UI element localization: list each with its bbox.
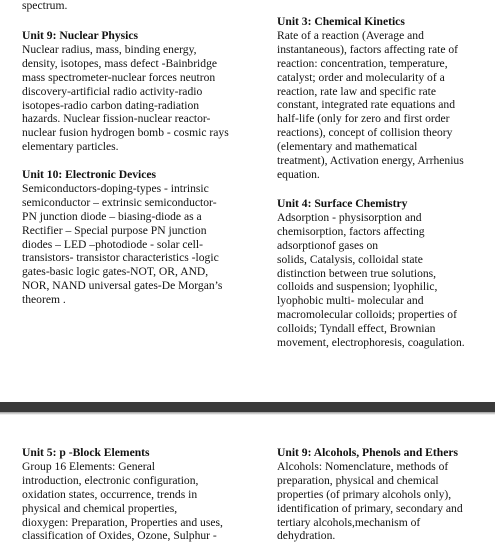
unit-heading: Unit 10: Electronic Devices: [22, 168, 157, 181]
body-line: colloids and suspension; lyophilic,: [277, 280, 438, 294]
body-line: instantaneous), factors affecting rate of: [277, 42, 459, 56]
body-line: oxidation states, occurrence, trends in: [22, 487, 198, 501]
body-line: Group 16 Elements: General: [22, 459, 155, 473]
body-line: Adsorption - physisorption and: [277, 210, 422, 224]
body-line: Rate of a reaction (Average and: [277, 28, 424, 42]
body-line: chemisorption, factors affecting: [277, 224, 425, 238]
body-line: equation.: [277, 167, 320, 181]
section-surface-chemistry: [277, 197, 492, 350]
body-line: NOR, NAND universal gates-De Morgan’s: [22, 279, 223, 293]
body-line: lyophobic multi- molecular and: [277, 294, 424, 308]
body-line: elementary particles.: [22, 140, 119, 154]
fragment-text: spectrum.: [22, 0, 68, 12]
section-p-block-elements: [22, 446, 238, 543]
body-line: properties (of primary alcohols only),: [277, 487, 452, 501]
body-line: transistors- transistor characteristics -logic: [22, 251, 219, 265]
body-line: isotopes-radio carbon dating-radiation: [22, 98, 200, 112]
body-line: PN junction diode – biasing-diode as a: [22, 209, 202, 223]
unit-body: [22, 460, 238, 543]
body-line: treatment), Activation energy, Arrhenius: [277, 154, 464, 168]
body-line: physical and chemical properties,: [22, 501, 178, 515]
unit-body: [22, 182, 238, 307]
unit-heading: Unit 5: p -Block Elements: [22, 446, 150, 459]
body-line: half-life (only for zero and first order: [277, 112, 450, 126]
body-line: preparation, physical and chemical: [277, 473, 439, 487]
body-line: discovery-artificial radio activity-radio: [22, 84, 203, 98]
body-line: classification of Oxides, Ozone, Sulphur -: [22, 529, 217, 543]
unit-heading: Unit 3: Chemical Kinetics: [277, 15, 405, 28]
unit-body: [277, 460, 492, 543]
body-line: Semiconductors-doping-types - intrinsic: [22, 181, 209, 195]
unit-body: [22, 43, 238, 154]
body-line: solids, Catalysis, colloidal state: [277, 252, 423, 266]
body-line: semiconductor – extrinsic semiconductor-: [22, 195, 217, 209]
body-line: reaction, rate law and specific rate: [277, 84, 437, 98]
body-line: density, isotopes, mass defect -Bainbridge: [22, 56, 218, 70]
body-line: movement, electrophoresis, coagulation.: [277, 336, 465, 350]
body-line: theorem .: [22, 293, 66, 307]
body-line: dehydration.: [277, 529, 336, 543]
body-line: Nuclear radius, mass, binding energy,: [22, 42, 197, 56]
unit-body: [277, 211, 492, 350]
body-line: identification of primary, secondary and: [277, 501, 463, 515]
body-line: tertiary alcohols,mechanism of: [277, 515, 421, 529]
section-chemical-kinetics: [277, 15, 492, 182]
section-alcohols-phenols-ethers: [277, 446, 492, 543]
unit-heading: Unit 9: Nuclear Physics: [22, 29, 139, 42]
body-line: reactions), concept of collision theory: [277, 126, 453, 140]
body-line: colloids; Tyndall effect, Brownian: [277, 322, 436, 336]
body-line: reaction: concentration, temperature,: [277, 56, 448, 70]
page-divider-shadow: [0, 412, 495, 415]
section-electronic-devices: [22, 168, 238, 307]
section-nuclear-physics: [22, 29, 238, 154]
body-line: (elementary and mathematical: [277, 140, 418, 154]
body-line: constant, integrated rate equations and: [277, 98, 456, 112]
body-line: hazards. Nuclear fission-nuclear reactor-: [22, 112, 211, 126]
body-line: Rectifier – Special purpose PN junction: [22, 223, 207, 237]
body-line: adsorptionof gases on: [277, 238, 379, 252]
unit-body: [277, 29, 492, 182]
unit-heading: Unit 9: Alcohols, Phenols and Ethers: [277, 446, 459, 459]
body-line: nuclear fusion hydrogen bomb - cosmic rays: [22, 126, 229, 140]
top-text-fragment: [22, 0, 67, 13]
body-line: Alcohols: Nomenclature, methods of: [277, 459, 449, 473]
body-line: diodes – LED –photodiode - solar cell-: [22, 237, 203, 251]
body-line: distinction between true solutions,: [277, 266, 437, 280]
unit-heading: Unit 4: Surface Chemistry: [277, 197, 408, 210]
page-divider: [0, 402, 495, 412]
body-line: introduction, electronic configuration,: [22, 473, 199, 487]
body-line: dioxygen: Preparation, Properties and uses,: [22, 515, 223, 529]
body-line: catalyst; order and molecularity of a: [277, 70, 445, 84]
body-line: gates-basic logic gates-NOT, OR, AND,: [22, 265, 209, 279]
body-line: mass spectrometer-nuclear forces neutron: [22, 70, 216, 84]
body-line: macromolecular colloids; properties of: [277, 308, 457, 322]
